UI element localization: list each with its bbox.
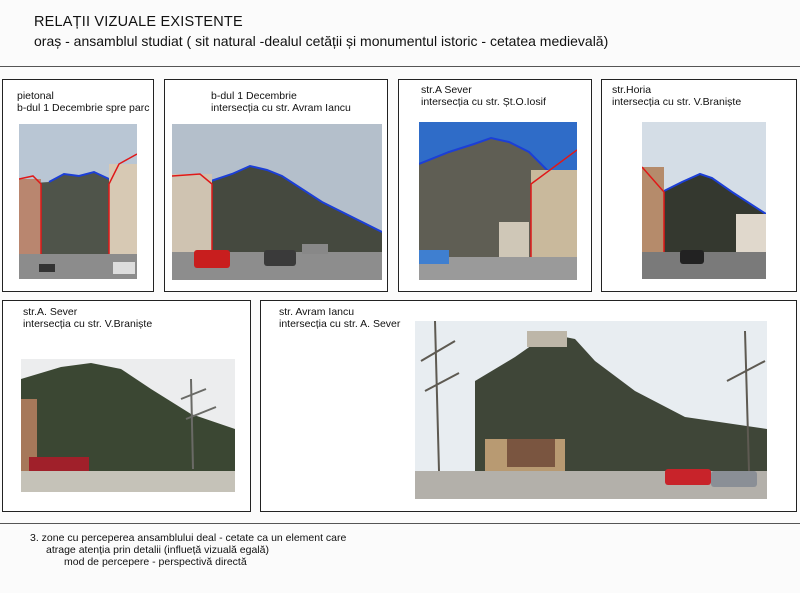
- panel-str-a-sever-iosif: [398, 79, 592, 292]
- panel-label-line1: str. Avram Iancu: [279, 306, 355, 318]
- panel-label-line1: str.Horia: [612, 84, 652, 96]
- panel-label-line1: pietonal: [17, 90, 54, 102]
- page-subtitle: oraș - ansamblul studiat ( sit natural -dealul cetății și monumentul istoric - cetatea medievală): [34, 33, 609, 49]
- photo: [19, 124, 137, 279]
- panel-label-line2: intersecția cu str. V.Braniște: [612, 96, 742, 108]
- panel-label-line2: intersecția cu str. Avram Iancu: [211, 102, 351, 114]
- panel-str-a-sever-braniste: [2, 300, 251, 512]
- caption-line2: atrage atenția prin detalii (influeță vizuală egală): [46, 544, 269, 556]
- panel-label: [17, 90, 149, 114]
- panel-str-horia: [601, 79, 797, 292]
- panel-label-line1: b-dul 1 Decembrie: [211, 90, 297, 102]
- panel-label-line2: intersecția cu str. A. Sever: [279, 318, 401, 330]
- header-divider: [0, 66, 800, 67]
- photo: [172, 124, 382, 280]
- panel-label-line1: str.A Sever: [421, 84, 472, 96]
- header: [34, 14, 608, 49]
- panel-label: [211, 90, 351, 114]
- panel-label-line2: b-dul 1 Decembrie spre parc: [17, 102, 150, 114]
- panel-label: [279, 306, 400, 330]
- photo: [419, 122, 577, 280]
- page-title: RELAȚII VIZUALE EXISTENTE: [34, 14, 243, 30]
- panel-label: [421, 84, 546, 108]
- photo: [415, 321, 767, 499]
- caption-divider: [0, 523, 800, 524]
- panel-label-line2: intersecția cu str. Șt.O.Iosif: [421, 96, 546, 108]
- photo: [642, 122, 766, 279]
- photo: [21, 359, 235, 492]
- caption: [30, 532, 346, 568]
- caption-line1: 3. zone cu perceperea ansamblului deal - cetate ca un element care: [30, 532, 347, 544]
- panel-str-avram-iancu: [260, 300, 797, 512]
- panel-label-line2: intersecția cu str. V.Braniște: [23, 318, 153, 330]
- panel-bdul-1-decembrie: [164, 79, 388, 292]
- panel-label: [612, 84, 741, 108]
- panel-pietonal: [2, 79, 154, 292]
- panel-label-line1: str.A. Sever: [23, 306, 78, 318]
- panel-label: [23, 306, 152, 330]
- caption-line3: mod de percepere - perspectivă directă: [64, 556, 247, 568]
